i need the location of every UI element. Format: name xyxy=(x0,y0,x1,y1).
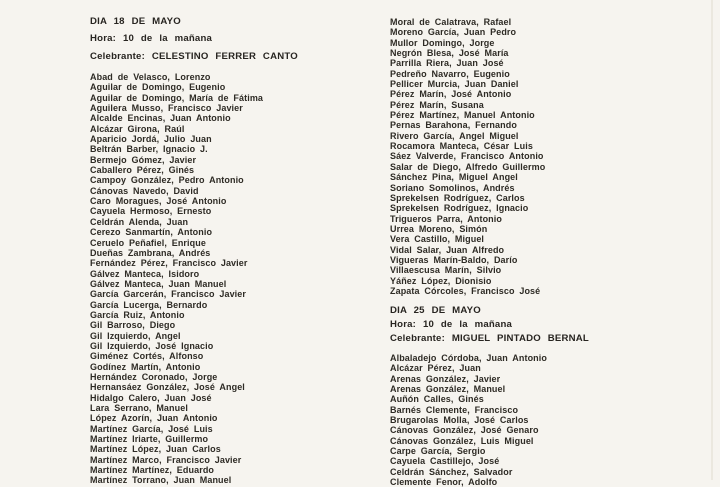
attendee-name-list-section2 xyxy=(390,353,547,487)
attendee-name: Godínez Martín, Antonio xyxy=(90,361,201,372)
section2-time-label: Hora: xyxy=(390,319,417,330)
attendee-name: Moreno García, Juan Pedro xyxy=(390,27,517,38)
attendee-name: Dueñas Zambrana, Andrés xyxy=(90,247,211,258)
attendee-name: Gálvez Manteca, Isidoro xyxy=(90,268,200,279)
attendee-name: Vidal Salar, Juan Alfredo xyxy=(390,244,505,255)
attendee-name: Sáez Valverde, Francisco Antonio xyxy=(390,151,544,162)
attendee-name: Martínez Torrano, Juan Manuel xyxy=(90,475,232,486)
attendee-name: Fernández Pérez, Francisco Javier xyxy=(90,258,248,269)
attendee-name: Pérez Marín, Susana xyxy=(390,99,484,110)
attendee-name: Martínez López, Juan Carlos xyxy=(90,444,221,455)
attendee-name: Martínez Iriarte, Guillermo xyxy=(90,434,209,445)
section1-celebrant-name: CELESTINO FERRER CANTO xyxy=(151,51,298,62)
attendee-name: Hernández Coronado, Jorge xyxy=(90,371,218,382)
attendee-name: Yáñez López, Dionisio xyxy=(390,275,492,286)
attendee-name-list-left xyxy=(90,72,263,486)
attendee-name: Trigueros Parra, Antonio xyxy=(390,213,502,224)
attendee-name: Salar de Diego, Alfredo Guillermo xyxy=(390,161,546,172)
attendee-name: Aparicio Jordá, Julio Juan xyxy=(90,134,212,145)
section1-time-value: 10 de la mañana xyxy=(122,33,213,44)
section1-day-heading: DIA 18 DE MAYO xyxy=(90,16,181,27)
attendee-name: Abad de Velasco, Lorenzo xyxy=(90,72,211,82)
attendee-name: Gálvez Manteca, Juan Manuel xyxy=(90,278,227,289)
section2-time-value: 10 de la mañana xyxy=(422,319,513,330)
attendee-name: Moral de Calatrava, Rafael xyxy=(390,17,512,27)
section2-time-line xyxy=(390,319,512,330)
attendee-name: Celdrán Sánchez, Salvador xyxy=(390,466,513,477)
section1-celebrant-label: Celebrante: xyxy=(90,51,145,62)
attendee-name: García Ruiz, Antonio xyxy=(90,309,185,320)
attendee-name: Cánovas González, José Genaro xyxy=(390,425,539,436)
section2-celebrant-name: MIGUEL PINTADO BERNAL xyxy=(451,333,589,344)
attendee-name: Rivero García, Angel Miguel xyxy=(390,130,519,141)
attendee-name: Martínez Martínez, Eduardo xyxy=(90,465,215,476)
attendee-name: Aguilera Musso, Francisco Javier xyxy=(90,103,243,114)
attendee-name: Brugarolas Molla, José Carlos xyxy=(390,415,529,426)
attendee-name: Gil Barroso, Diego xyxy=(90,320,176,331)
attendee-name: Albaladejo Córdoba, Juan Antonio xyxy=(390,353,547,363)
attendee-name: Sprekelsen Rodríguez, Ignacio xyxy=(390,203,529,214)
attendee-name: Aguilar de Domingo, María de Fátima xyxy=(90,92,264,103)
attendee-name: Lara Serrano, Manuel xyxy=(90,403,188,413)
attendee-name: Gil Izquierdo, Angel xyxy=(90,330,181,341)
section1-celebrant-line xyxy=(90,51,298,62)
attendee-name: Parrilla Riera, Juan José xyxy=(390,58,504,69)
attendee-name: Cerezo Sanmartín, Antonio xyxy=(90,227,213,238)
attendee-name: García Garcerán, Francisco Javier xyxy=(90,289,246,300)
attendee-name: Pedreño Navarro, Eugenio xyxy=(390,68,510,79)
attendee-name: Mullor Domingo, Jorge xyxy=(390,37,495,48)
attendee-name: Hernansáez González, José Angel xyxy=(90,382,245,393)
attendee-name: Pellicer Murcia, Juan Daniel xyxy=(390,79,519,90)
attendee-name: Campoy González, Pedro Antonio xyxy=(90,175,244,186)
attendee-name: Caro Moragues, José Antonio xyxy=(90,196,227,207)
section1-time-label: Hora: xyxy=(90,33,117,44)
attendee-name: Villaescusa Marín, Silvio xyxy=(390,265,502,276)
attendee-name: Ceruelo Peñafiel, Enrique xyxy=(90,237,206,248)
attendee-name: Urrea Moreno, Simón xyxy=(390,223,488,234)
attendee-name: Beltrán Barber, Ignacio J. xyxy=(90,144,208,155)
section2-celebrant-label: Celebrante: xyxy=(390,333,445,344)
attendee-name: Pérez Marín, José Antonio xyxy=(390,89,512,100)
attendee-name: Cánovas Navedo, David xyxy=(90,185,199,196)
attendee-name: Sánchez Pina, Miguel Angel xyxy=(390,172,518,183)
attendee-name: Martínez Marco, Francisco Javier xyxy=(90,454,242,465)
scan-edge-artifact xyxy=(711,0,713,480)
attendee-name: Alcalde Encinas, Juan Antonio xyxy=(90,113,231,124)
attendee-name: Gil Izquierdo, José Ignacio xyxy=(90,340,214,351)
attendee-name: Hidalgo Calero, Juan José xyxy=(90,392,212,403)
section1-time-line xyxy=(90,33,212,44)
attendee-name: Carpe García, Sergio xyxy=(390,446,486,457)
attendee-name: Alcázar Pérez, Juan xyxy=(390,363,481,374)
attendee-name: Celdrán Alenda, Juan xyxy=(90,216,189,227)
attendee-name: Sprekelsen Rodríguez, Carlos xyxy=(390,192,525,203)
attendee-name: Alcázar Girona, Raúl xyxy=(90,123,185,134)
attendee-name: Vera Castillo, Miguel xyxy=(390,234,485,245)
attendee-name: Caballero Pérez, Ginés xyxy=(90,165,195,176)
attendee-name: Martínez García, José Luis xyxy=(90,423,213,434)
attendee-name: Aguilar de Domingo, Eugenio xyxy=(90,82,226,93)
attendee-name: Cayuela Hermoso, Ernesto xyxy=(90,206,212,217)
attendee-name: Barnés Clemente, Francisco xyxy=(390,404,519,415)
attendee-name: Cánovas González, Luis Miguel xyxy=(390,435,534,446)
attendee-name: Negrón Blesa, José María xyxy=(390,48,509,59)
attendee-name: Zapata Córcoles, Francisco José xyxy=(390,285,541,296)
attendee-name: Arenas González, Manuel xyxy=(390,384,506,395)
attendee-name-list-right-continued xyxy=(390,17,545,296)
attendee-name: Pérez Martínez, Manuel Antonio xyxy=(390,110,535,121)
attendee-name: Arenas González, Javier xyxy=(390,373,501,384)
attendee-name: Auñón Calles, Ginés xyxy=(390,394,484,405)
attendee-name: Giménez Cortés, Alfonso xyxy=(90,351,204,362)
section2-day-heading: DIA 25 DE MAYO xyxy=(390,305,481,316)
attendee-name: Rocamora Manteca, César Luis xyxy=(390,141,533,152)
attendee-name: Vigueras Marín-Baldo, Darío xyxy=(390,254,518,265)
section2-celebrant-line xyxy=(390,333,589,344)
attendee-name: Soriano Somolinos, Andrés xyxy=(390,182,515,193)
attendee-name: Clemente Fenor, Adolfo xyxy=(390,477,498,487)
attendee-name: López Azorín, Juan Antonio xyxy=(90,413,218,424)
attendee-name: Pernas Barahona, Fernando xyxy=(390,120,517,131)
attendee-name: Cayuela Castillejo, José xyxy=(390,456,500,467)
attendee-name: García Lucerga, Bernardo xyxy=(90,299,208,310)
attendee-name: Bermejo Gómez, Javier xyxy=(90,154,197,165)
